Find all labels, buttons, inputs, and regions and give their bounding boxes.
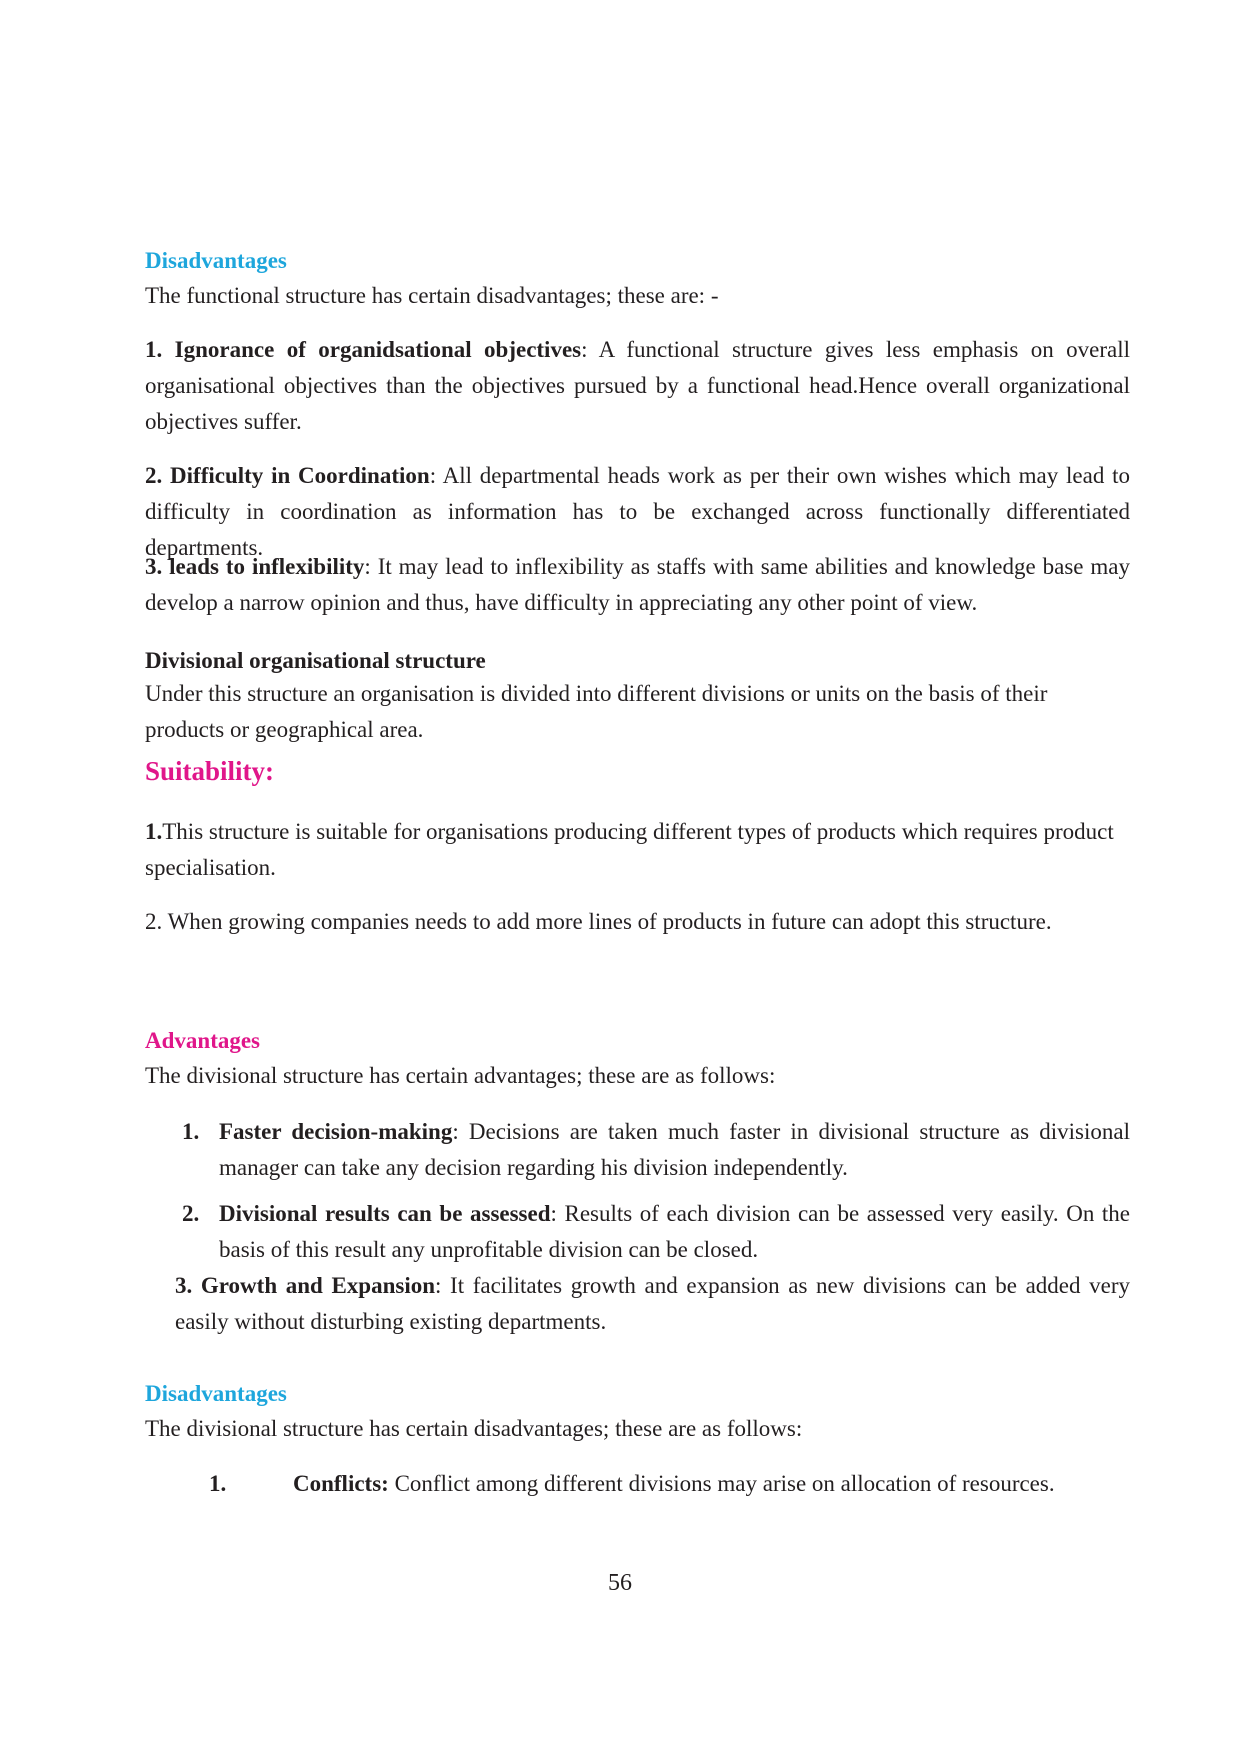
item-text: : All departmental heads work as per their own wishes which may lead to difficulty in coordination as information has to be exchanged across functionally differentiated departments. bbox=[145, 463, 1130, 560]
list-item bbox=[145, 332, 1130, 440]
item-body bbox=[219, 1114, 1130, 1186]
item-body bbox=[219, 1196, 1130, 1268]
item-number: 1. bbox=[209, 1471, 227, 1496]
item-title: 1. Ignorance of organidsational objectives bbox=[145, 337, 582, 362]
point-number: 1. bbox=[145, 819, 163, 844]
item-text: : Decisions are taken much faster in divisional structure as divisional manager can take any decision regarding his division independently. bbox=[219, 1119, 1130, 1180]
item-title: Conflicts: bbox=[293, 1471, 389, 1496]
section-heading-suitability: Suitability: bbox=[145, 756, 275, 786]
item-number: 1. bbox=[182, 1119, 200, 1144]
page-number: 56 bbox=[608, 1570, 632, 1596]
item-text: Conflict among different divisions may arise on allocation of resources. bbox=[388, 1471, 1055, 1496]
item-title: 3. leads to inflexibility bbox=[145, 554, 365, 579]
item-number: 2. bbox=[182, 1201, 200, 1226]
section-intro: The divisional structure has certain advantages; these are as follows: bbox=[145, 1063, 776, 1088]
item-title: Faster decision-making bbox=[219, 1119, 453, 1144]
section-heading-disadvantages: Disadvantages bbox=[145, 248, 287, 273]
item-text: : A functional structure gives less emphasis on overall organisational objectives than the objectives pursued by a functional head.Hence overall organizational objectives suffer. bbox=[145, 337, 1130, 434]
suitability-point: 2. When growing companies needs to add more lines of products in future can adopt this structure. bbox=[145, 909, 1052, 934]
section-intro: The divisional structure has certain disadvantages; these are as follows: bbox=[145, 1416, 803, 1441]
section-heading-divisional: Divisional organisational structure bbox=[145, 648, 486, 673]
item-title: Divisional results can be assessed bbox=[219, 1201, 551, 1226]
numbered-item bbox=[145, 1196, 1130, 1268]
item-title: 2. Difficulty in Coordination bbox=[145, 463, 430, 488]
suitability-point bbox=[145, 814, 1130, 886]
list-item bbox=[145, 549, 1130, 621]
list-item bbox=[175, 1268, 1130, 1340]
item-text: : Results of each division can be assessed very easily. On the basis of this result any unprofitable division can be closed. bbox=[219, 1201, 1131, 1262]
item-text: : It may lead to inflexibility as staffs with same abilities and knowledge base may develop a narrow opinion and thus, have difficulty in appreciating any other point of view. bbox=[145, 554, 1130, 615]
section-intro: The functional structure has certain disadvantages; these are: - bbox=[145, 283, 719, 308]
point-text: This structure is suitable for organisations producing different types of products which requires product specialisation. bbox=[145, 819, 1114, 880]
section-heading-advantages: Advantages bbox=[145, 1028, 261, 1053]
numbered-item bbox=[145, 1466, 1130, 1502]
item-body bbox=[293, 1466, 1130, 1502]
section-text: Under this structure an organisation is divided into different divisions or units on the basis of their products or geographical area. bbox=[145, 681, 1048, 742]
numbered-item bbox=[145, 1114, 1130, 1186]
item-title: 3. Growth and Expansion bbox=[175, 1273, 436, 1298]
section-heading-disadvantages: Disadvantages bbox=[145, 1381, 287, 1406]
item-text: : It facilitates growth and expansion as new divisions can be added very easily without disturbing existing departments. bbox=[175, 1273, 1131, 1334]
